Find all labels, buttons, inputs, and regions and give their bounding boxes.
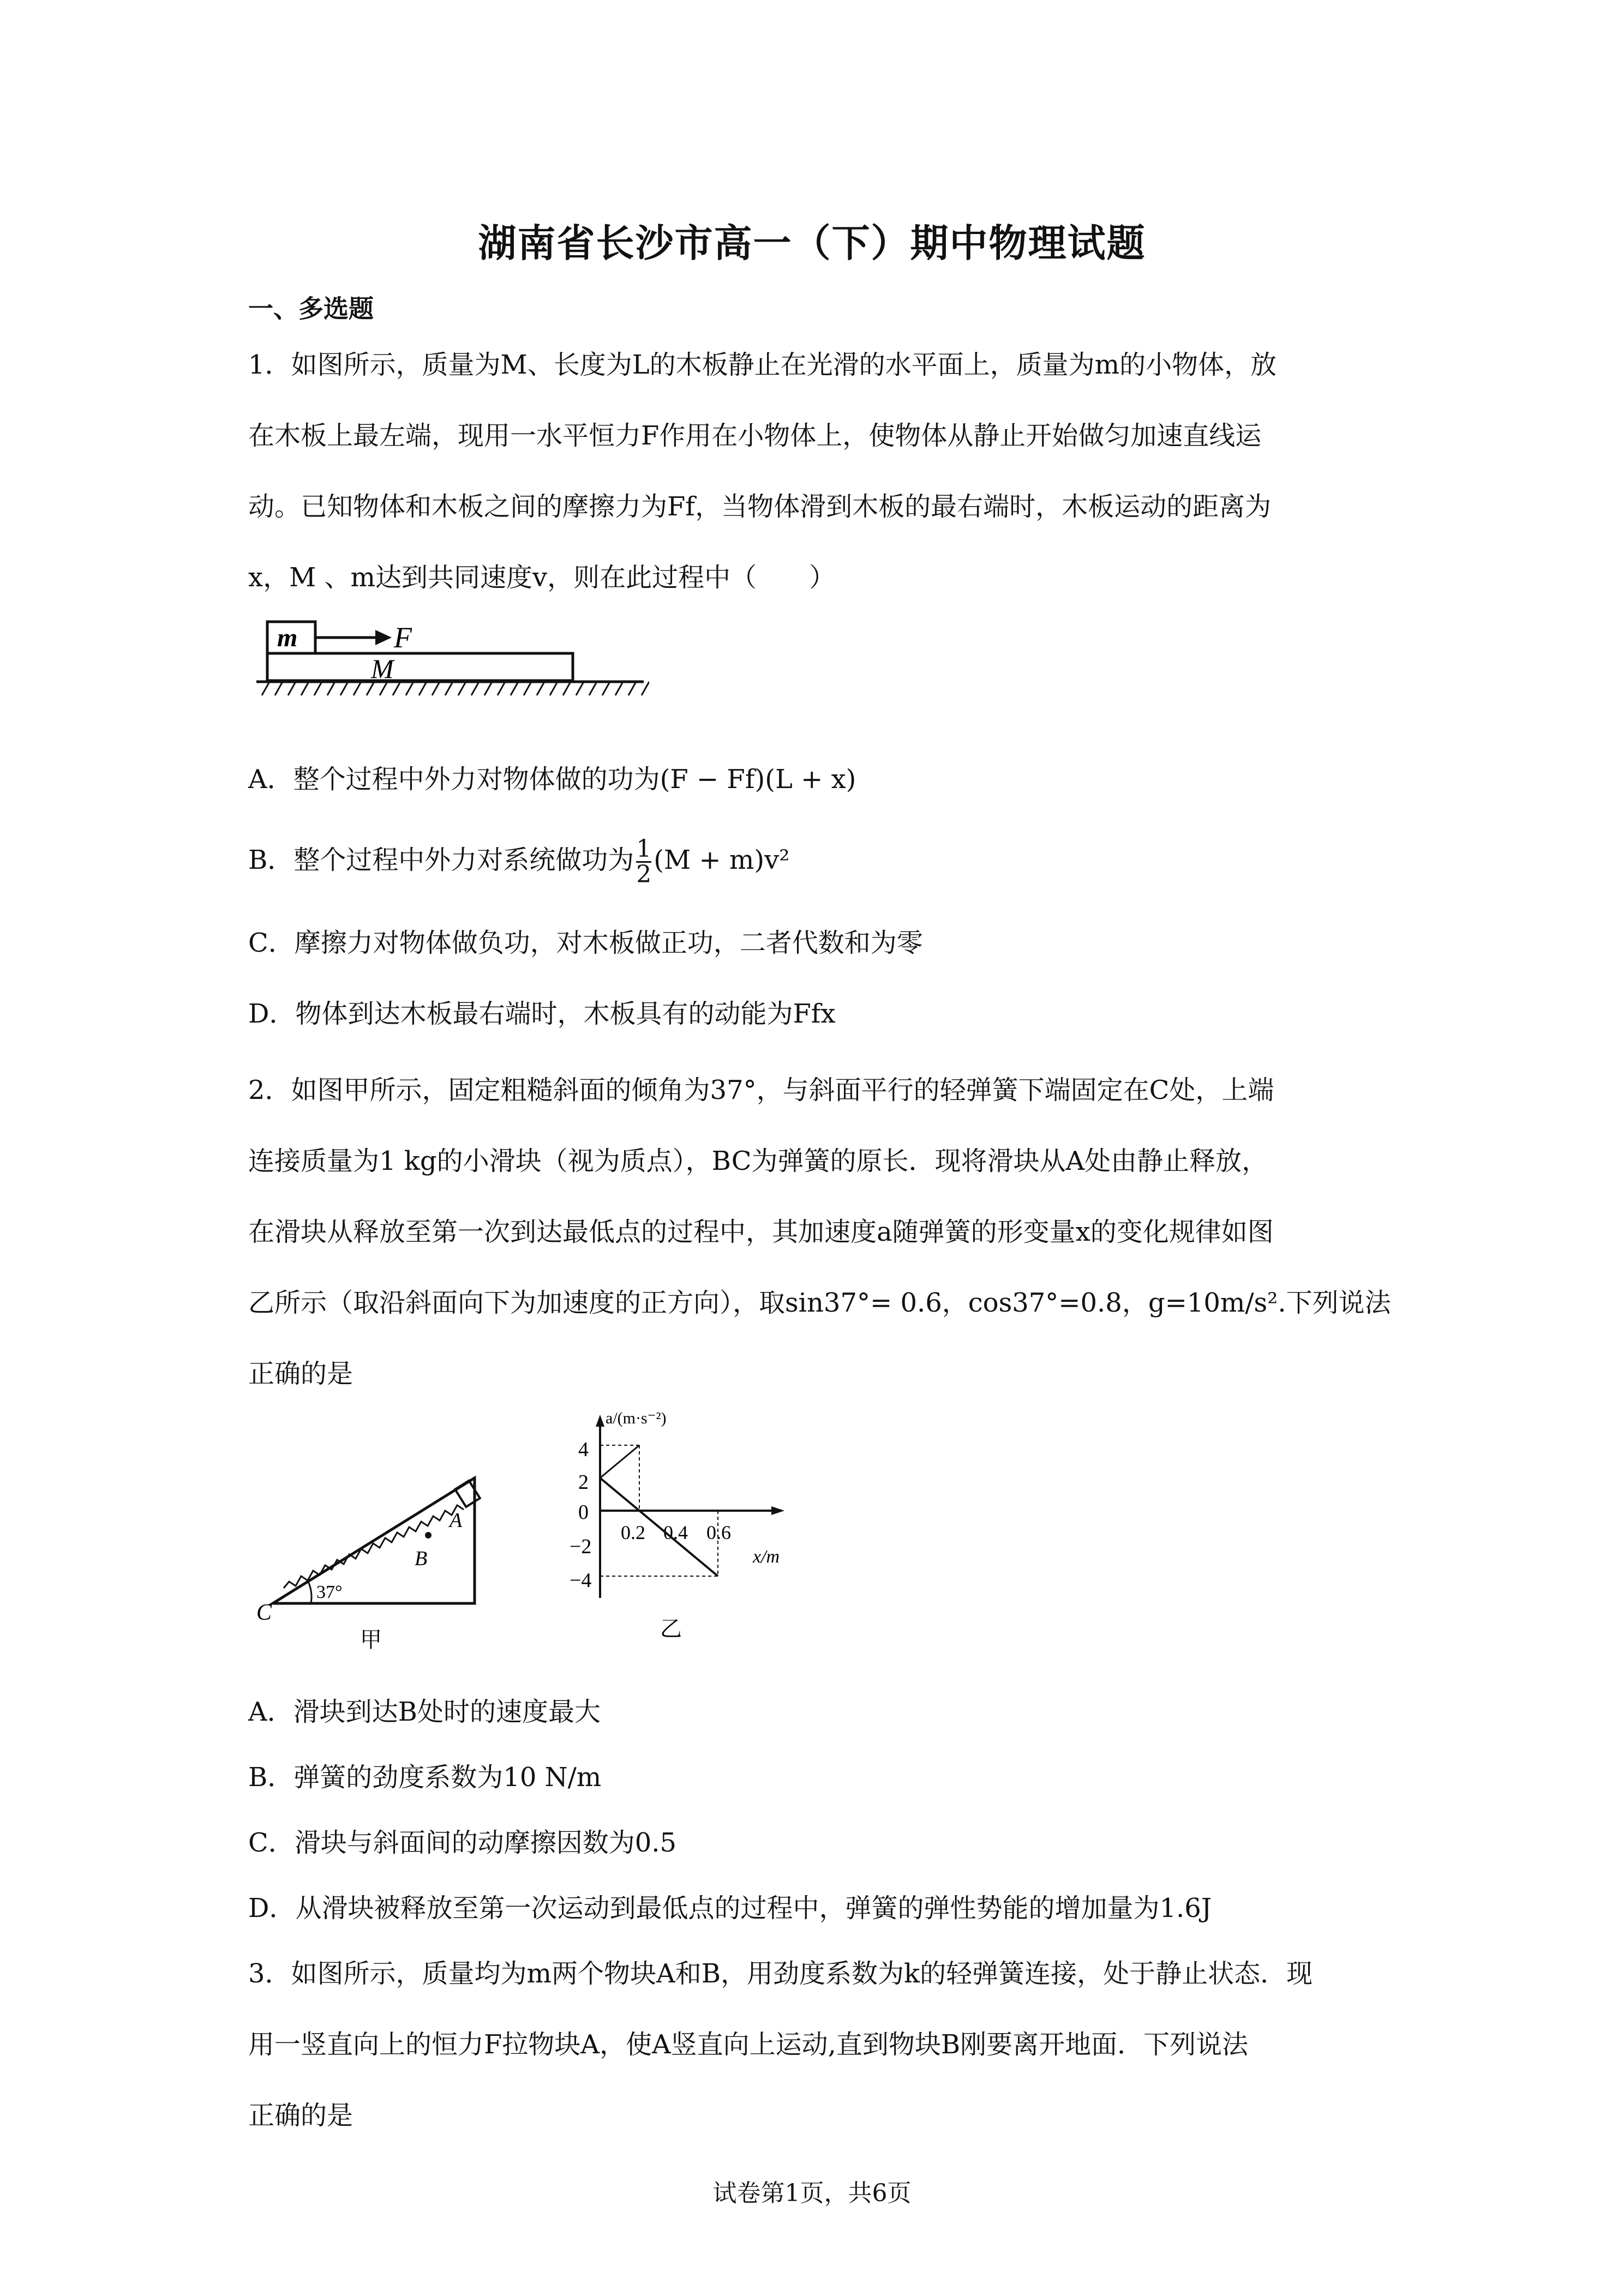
y-tick-neg2: −2 [570,1535,592,1558]
hatch-mark [262,682,269,695]
hatch-mark [563,682,571,695]
caption-yi: 乙 [660,1616,682,1641]
q1-line-4: x，M 、m达到共同速度v，则在此过程中（ ） [248,562,836,593]
point-b [425,1532,432,1538]
angle-label: 37° [316,1582,343,1602]
guide-upper-leg [600,1445,639,1478]
label-A: A [450,1509,463,1532]
incline-triangle [273,1478,475,1603]
q2-line-2: 连接质量为1 kg的小滑块（视为质点），BC为弹簧的原长．现将滑块从A处由静止释放， [248,1146,1268,1176]
hatch-mark [628,682,636,695]
q2-option-b: B．弹簧的劲度系数为10 N/m [248,1762,602,1793]
y-tick-2: 2 [578,1471,589,1494]
q3-line-3: 正确的是 [248,2100,353,2131]
hatch-mark [340,682,348,695]
hatch-mark [458,682,466,695]
y-tick-neg4: −4 [570,1569,592,1592]
q2-option-d: D．从滑块被释放至第一次运动到最低点的过程中，弹簧的弹性势能的增加量为1.6J [248,1893,1212,1924]
hatch-mark [393,682,400,695]
hatch-mark [576,682,584,695]
label-B: B [415,1547,428,1570]
q1-option-b-expr: (M + m)v² [654,845,790,875]
caption-jia: 甲 [360,1627,382,1652]
hatch-mark [484,682,492,695]
hatch-mark [589,682,597,695]
y-tick-4: 4 [578,1438,589,1461]
ground-hatch [262,682,649,695]
label-m: m [277,623,298,652]
hatch-mark [615,682,623,695]
label-F: F [394,621,412,654]
q1-option-a: A．整个过程中外力对物体做的功为(F − Ff)(L + x) [248,764,856,795]
hatch-mark [524,682,531,695]
hatch-mark [419,682,427,695]
q1-line-2: 在木板上最左端，现用一水平恒力F作用在小物体上，使物体从静止开始做匀加速直线运 [248,420,1262,451]
q1-line-3: 动。已知物体和木板之间的摩擦力为Ff，当物体滑到木板的最右端时，木板运动的距离为 [248,491,1272,522]
q2-line-1: 2．如图甲所示，固定粗糙斜面的倾角为37°，与斜面平行的轻弹簧下端固定在C处，上端 [248,1075,1274,1105]
q3-line-2: 用一竖直向上的恒力F拉物块A，使A竖直向上运动,直到物块B刚要离开地面．下列说法 [248,2029,1249,2060]
q1-option-b-text: B．整个过程中外力对系统做功为 [248,845,634,875]
hatch-mark [498,682,505,695]
board-M [267,653,573,681]
hatch-mark [288,682,296,695]
hatch-mark [406,682,414,695]
hatch-mark [550,682,558,695]
slider-block [455,1481,480,1507]
x-axis-label: x/m [753,1547,780,1567]
q1-option-d: D．物体到达木板最右端时，木板具有的动能为Ffx [248,999,836,1029]
hatch-mark [471,682,479,695]
hatch-mark [537,682,544,695]
q2-acceleration-graph [551,1407,835,1658]
hatch-mark [367,682,374,695]
hatch-mark [301,682,309,695]
hatch-mark [602,682,610,695]
hatch-mark [642,682,649,695]
y-axis-label: a/(m·s⁻²) [606,1409,667,1427]
acceleration-line [600,1478,718,1576]
hatch-mark [432,682,440,695]
q1-option-c: C．摩擦力对物体做负功，对木板做正功，二者代数和为零 [248,928,923,958]
y-tick-0: 0 [578,1501,589,1524]
q2-line-5: 正确的是 [248,1359,353,1389]
page-title: 湖南省长沙市高一（下）期中物理试题 [478,221,1146,266]
q3-line-1: 3．如图所示，质量均为m两个物块A和B，用劲度系数为k的轻弹簧连接，处于静止状态．现 [248,1958,1313,1989]
q2-incline-figure [251,1418,502,1658]
page-footer: 试卷第1页，共6页 [712,2179,912,2207]
q1-line-1: 1．如图所示，质量为M、长度为L的木板静止在光滑的水平面上，质量为m的小物体，放 [248,350,1277,380]
hatch-mark [327,682,335,695]
x-tick-0.4: 0.4 [663,1522,688,1543]
x-tick-0.6: 0.6 [706,1522,731,1543]
q2-option-a: A．滑块到达B处时的速度最大 [248,1697,601,1727]
hatch-mark [511,682,518,695]
hatch-mark [275,682,283,695]
section-heading: 一、多选题 [248,294,374,323]
q2-line-4: 乙所示（取沿斜面向下为加速度的正方向），取sin37°= 0.6，cos37°=0.8，g=10m/s².下列说法 [248,1288,1391,1318]
label-C: C [256,1600,272,1625]
q1-option-b [248,837,790,887]
q1-board-figure [256,614,649,728]
q2-line-3: 在滑块从释放至第一次到达最低点的过程中，其加速度a随弹簧的形变量x的变化规律如图 [248,1217,1274,1247]
x-tick-0.2: 0.2 [621,1522,645,1543]
label-M: M [371,653,394,684]
q2-option-c: C．滑块与斜面间的动摩擦因数为0.5 [248,1828,677,1858]
hatch-mark [314,682,322,695]
hatch-mark [445,682,453,695]
spring [284,1505,464,1588]
hatch-mark [353,682,361,695]
fraction-one-half: $\frac{1}{2}$ [636,835,652,888]
